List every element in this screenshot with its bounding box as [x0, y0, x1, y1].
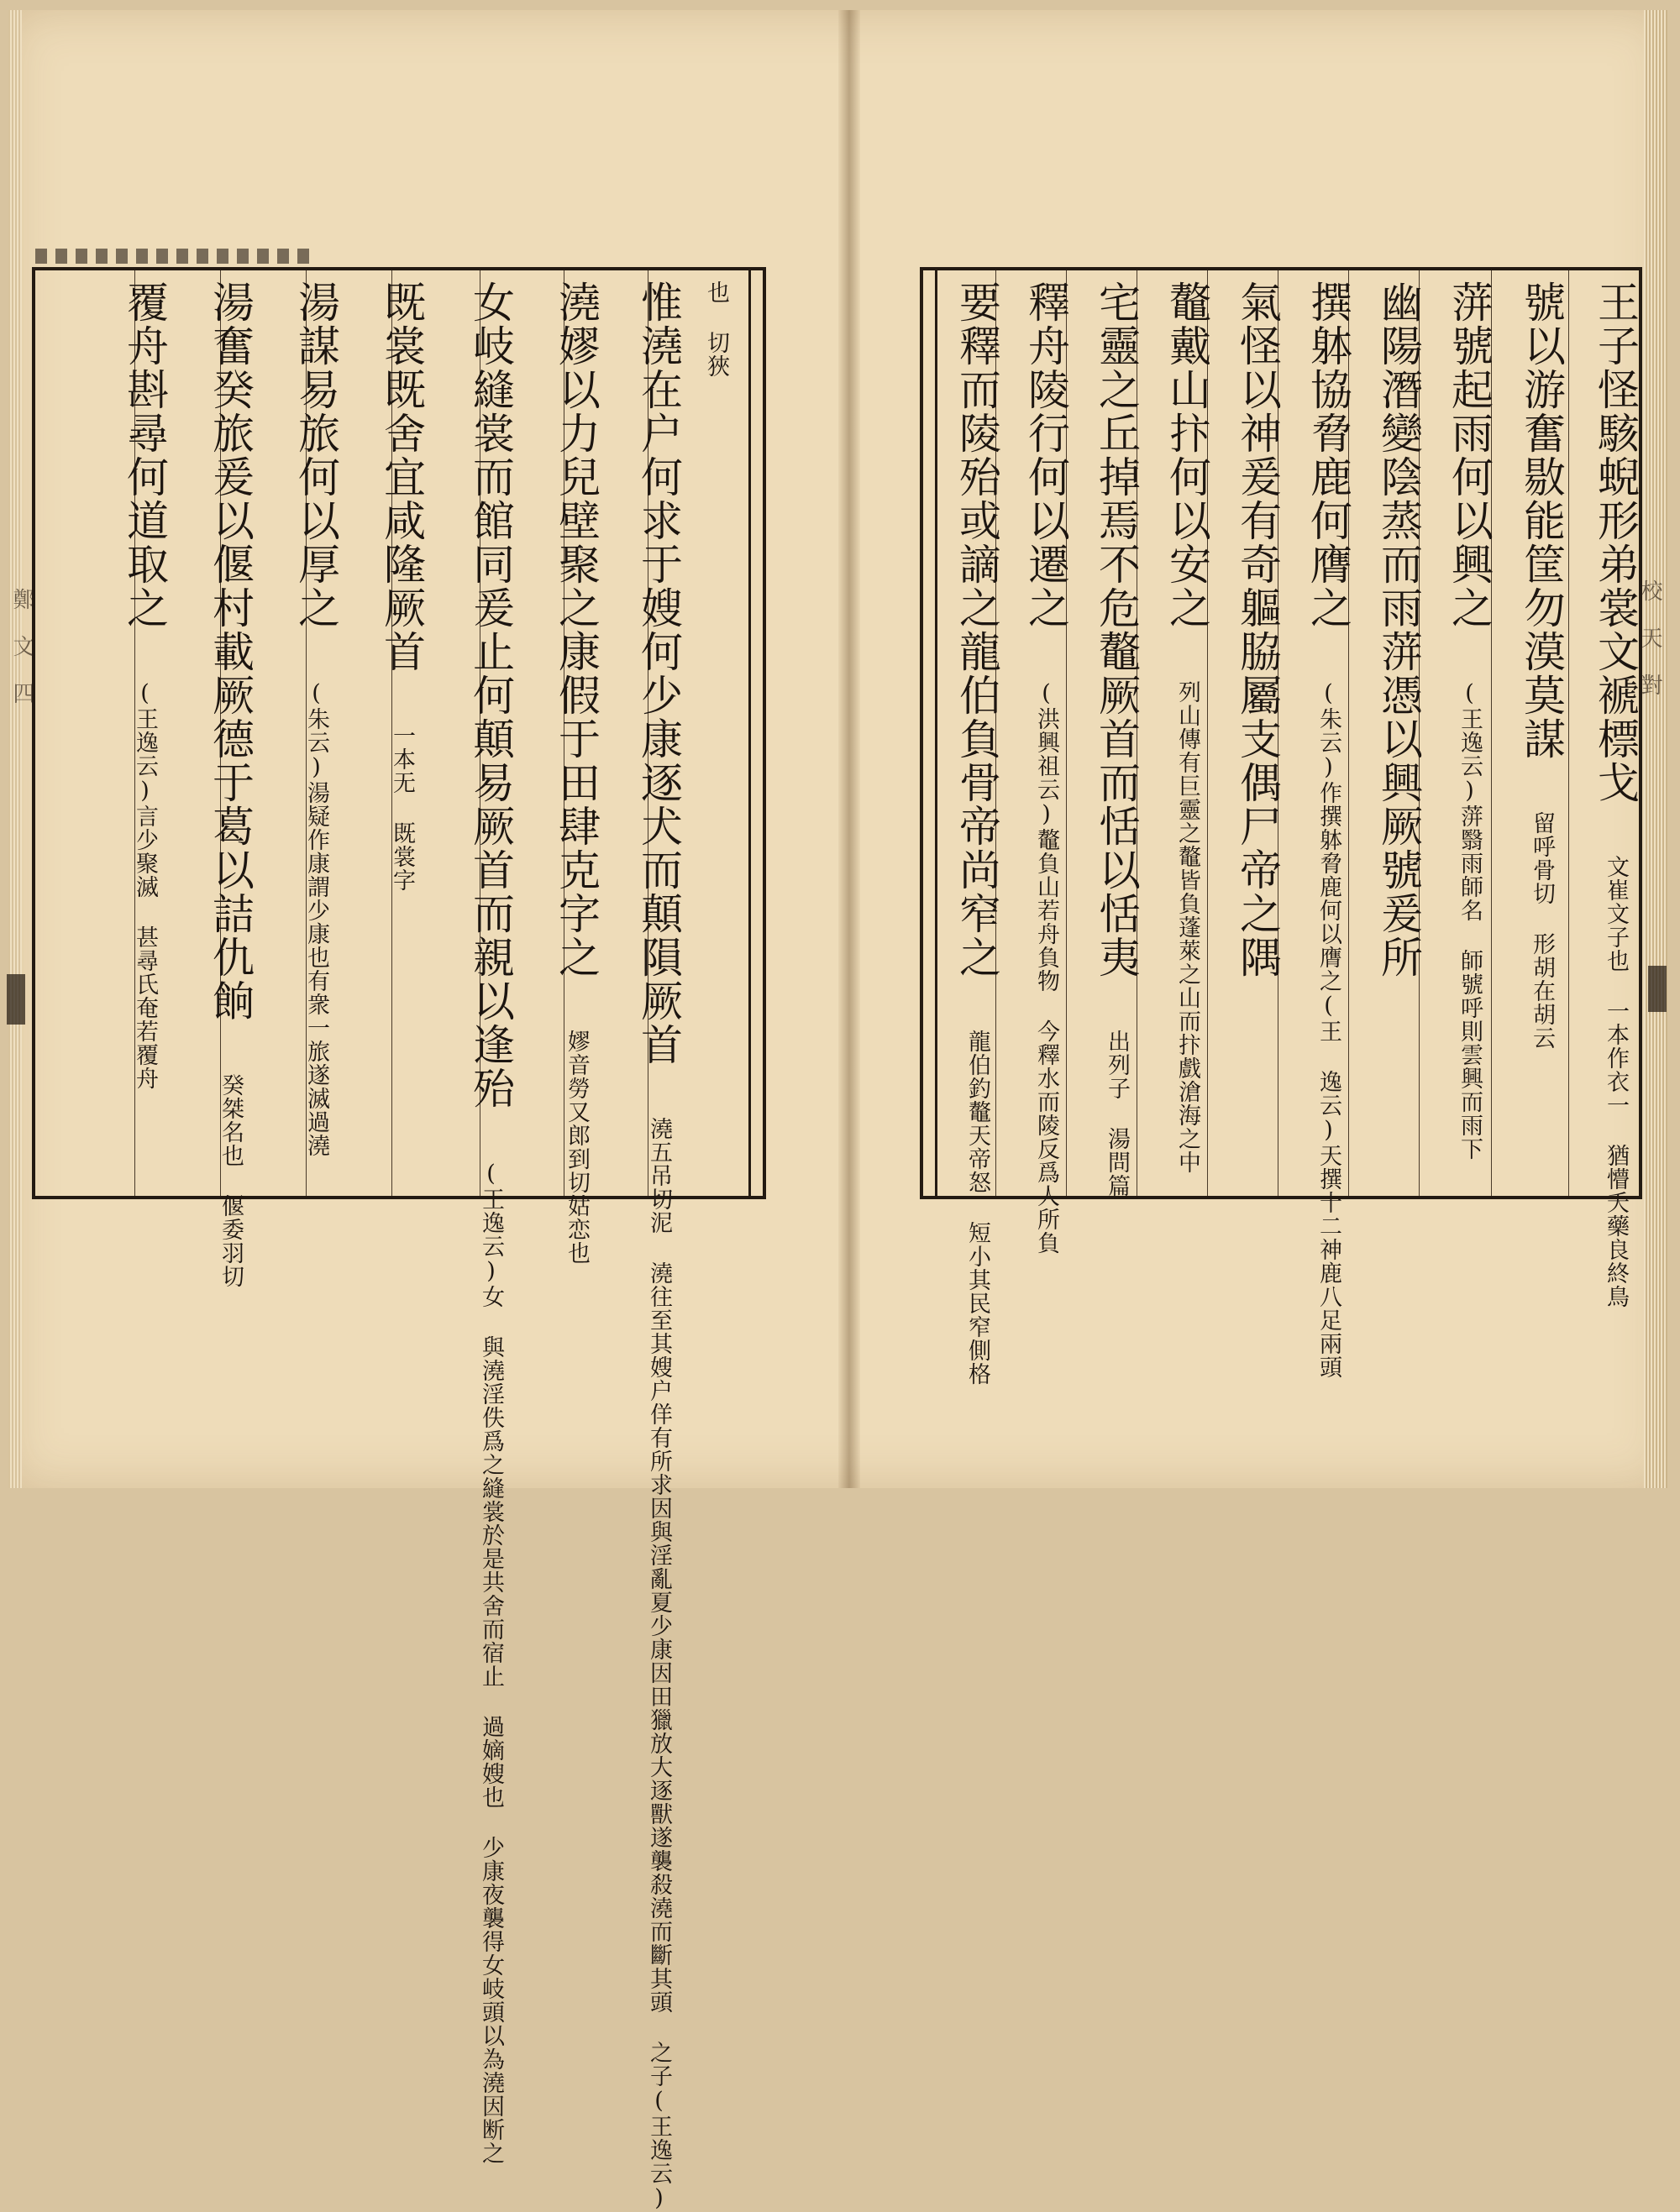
column-note: 列山傳有巨靈之鼇皆負蓬萊之山而抃戲滄海之中	[1174, 680, 1200, 1174]
page-edge-right	[1644, 10, 1667, 1488]
right-column-5	[1286, 280, 1353, 1379]
column-note: 留呼骨切 形胡在胡云	[1529, 811, 1555, 1050]
right-column-10	[942, 280, 1002, 1386]
column-note: (王逸云)言少聚滅 甚尋氏奄若覆舟	[132, 680, 158, 1090]
left-column-8	[94, 280, 170, 1186]
column-main-text: 氣怪以神爰有奇軀脇屬支偶尸帝之隅	[1233, 280, 1282, 979]
right-page-frame	[920, 267, 1642, 1386]
column-main-text: 蓱號起雨何以興之	[1445, 280, 1494, 630]
column-note: 龍伯釣鼇天帝怒 短小其民窄側格	[964, 1030, 990, 1386]
frame-inner-rule	[935, 270, 937, 1196]
column-main-text: 既裳既舍宜咸隆厥首	[377, 280, 426, 674]
right-column-9	[1004, 280, 1071, 1255]
column-main-text: 釋舟陵行何以遷之	[1021, 280, 1070, 630]
right-column-4	[1357, 280, 1424, 1186]
column-note: (王逸云)蓱翳雨師名 師號呼則雲興而雨下	[1457, 680, 1483, 1161]
book-gutter	[838, 10, 860, 1488]
left-column-7	[183, 280, 255, 1288]
column-note: (朱云)作撰躰脅鹿何以膺之(王 逸云)天撰十二神鹿八足兩頭	[1315, 680, 1341, 1379]
column-note: 一本无 既裳字	[389, 724, 415, 892]
column-note: (王逸云)女 與澆淫佚爲之縫裳於是共舍而宿止 過嫡嫂也 少康夜襲得女岐頭以為澆因断之	[478, 1161, 504, 2165]
margin-label-right: 校 天 對	[1637, 579, 1662, 695]
left-column-3	[528, 280, 601, 1265]
column-main-text: 覆舟斟尋何道取之	[120, 280, 169, 630]
column-main-text: 宅靈之丘掉焉不危鼇厥首而恬以恬夷	[1092, 280, 1141, 979]
column-main-text: 幽陽潛變陰蒸而雨蓱憑以興厥號爰所	[1374, 280, 1423, 979]
left-column-2	[615, 280, 684, 2212]
column-note: 文崔文子也 一本作衣一 猶懵夭藥良終鳥	[1603, 855, 1629, 1308]
ink-stain	[35, 249, 312, 264]
left-column-1	[699, 280, 741, 1186]
left-column-6	[269, 280, 341, 1186]
margin-label-left: 鄭 文 四	[9, 588, 34, 704]
column-note: (洪興祖云)鼇負山若舟負物 今釋水而陵反爲人所負	[1033, 680, 1059, 1255]
column-note: 嫪音勞又郎到切姑恋也	[564, 1030, 590, 1265]
column-main-text: 撰躰協脅鹿何膺之	[1304, 280, 1352, 630]
column-main-text: 要釋而陵殆或謫之龍伯負骨帝尚窄之	[953, 280, 1001, 979]
left-column-5	[354, 280, 427, 1186]
column-main-text: 王子怪駭蜺形弟裳文褫標戈	[1591, 280, 1640, 805]
right-column-7	[1145, 280, 1212, 1186]
column-note: (朱云)湯疑作康謂少康也有衆一旅遂滅過澆	[303, 680, 329, 1157]
column-note: 澆五吊切泥 澆往至其嫂户佯有所求因與淫亂夏少康因田獵放大逐獸遂襲殺澆而斷其頭 之子(王逸云)	[646, 1117, 672, 2212]
column-note: 出列子 湯問篇	[1104, 1030, 1130, 1198]
right-column-3	[1427, 280, 1494, 1186]
column-main-text: 湯奮癸旅爰以偃村載厥德于葛以詰仇餉	[206, 280, 255, 1023]
side-tab-right	[1648, 966, 1667, 1012]
column-main-text: 澆嫪以力兒壁聚之康假于田肆克字之	[552, 280, 601, 979]
page-edge-left	[8, 10, 22, 1488]
right-column-8	[1074, 280, 1142, 1198]
frame-inner-rule	[748, 270, 751, 1196]
column-main-text: 號以游奮敭能筐勿漠莫謀	[1517, 280, 1566, 761]
column-note: 癸桀名也 偃委羽切	[218, 1073, 244, 1288]
left-column-4	[442, 280, 516, 2165]
right-column-2	[1499, 280, 1567, 1186]
column-main-text: 惟澆在户何求于嫂何少康逐犬而顛隕厥首	[634, 280, 683, 1067]
side-tab-left	[7, 974, 25, 1025]
right-column-6	[1215, 280, 1283, 1186]
column-main-text: 湯謀易旅何以厚之	[291, 280, 340, 630]
column-main-text: 女岐縫裳而館同爰止何顛易厥首而親以逢殆	[466, 280, 515, 1110]
left-page-frame	[32, 267, 766, 2212]
right-column-1	[1575, 280, 1641, 1308]
column-note: 也 切狹	[703, 280, 729, 378]
column-main-text: 鼇戴山抃何以安之	[1163, 280, 1211, 630]
